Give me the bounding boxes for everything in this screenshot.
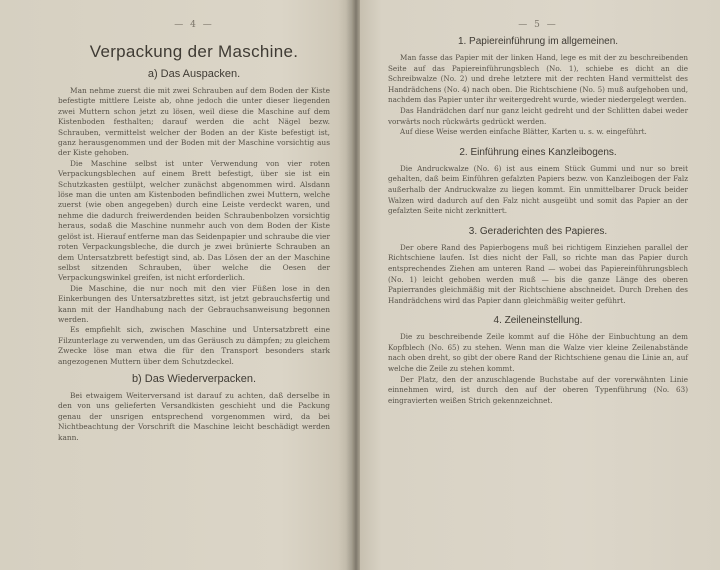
paragraph: Das Handrädchen darf nur ganz leicht gedreht und der Schlitten dabei weder vorwärts noch rückwärts gedrückt werden. — [388, 105, 688, 126]
paragraph: Der obere Rand des Papierbogens muß bei richtigem Einziehen parallel der Richtschiene laufen. Ist dies nicht der Fall, so richte man das Papier durch entsprechendes Ziehen am unteren Rand — wobei das Papiereinführungsblech (No. 1) leicht gehoben werden muß — bis die ganze Länge des oberen Papierrandes gleichmäßig mit der Richtschiene abschneidet. Durch Drehen des Handrädchens wird das Papier dann gleichmäßig weiter geführt. — [388, 242, 688, 305]
paragraph: Bei etwaigem Weiterversand ist darauf zu achten, daß derselbe in den von uns gelieferten Versandkisten geschieht und die Packung genau der unsrigen entsprechend vorgenommen wird, da bei Nichtbeachtung der Vorschrift die Maschine leicht beschädigt werden kann. — [58, 390, 330, 442]
paragraph: Die Maschine, die nur noch mit den vier Füßen lose in den Einkerbungen des Untersatzbrettes sitzt, ist jetzt gebrauchsfertig und kann mit der Handhabung nach der Gebrauchsanweisung begonnen werden. — [58, 283, 330, 324]
paragraph: Es empfiehlt sich, zwischen Maschine und Untersatzbrett eine Filzunterlage zu verwenden, um das Geräusch zu dämpfen; zu gleichem Zwecke löse man etwa die für den Transport besonders stark angezogenen Muttern über dem Schutzdeckel. — [58, 325, 330, 366]
left-page — [0, 0, 352, 570]
paragraph: Die zu beschreibende Zeile kommt auf die Höhe der Einbuchtung an dem Kopfblech (No. 65) zu stehen. Wenn man die Walze vier kleine Zeilenabstände nach oben dreht, so gibt der obere Rand der Richtschiene genau die Linie an, auf welche die Zeile zu stehen kommt. — [388, 332, 688, 374]
book-gutter — [352, 0, 360, 570]
right-page — [360, 0, 720, 570]
section-heading-papiereinfuehrung: 1. Papiereinführung im allgemeinen. — [457, 36, 619, 47]
section-heading-auspacken: a) Das Auspacken. — [147, 68, 241, 80]
paragraph: Der Platz, den der anzuschlagende Buchstabe auf der vorerwähnten Linie einnehmen wird, ist durch den auf der oberen Typenführung (No. 63) eingravierten weißen Strich gekennzeichnet. — [388, 374, 688, 405]
chapter-title: Verpackung der Maschine. — [89, 42, 299, 61]
section-heading-wiederverpacken: b) Das Wiederverpacken. — [131, 372, 257, 385]
page-number-left: — 4 — — [174, 20, 214, 30]
paragraph: Die Maschine selbst ist unter Verwendung von vier roten Verpackungsblechen auf einem Brett befestigt, über sie ist ein Schutzkasten gestülpt, welcher zunächst abgenommen wird. Alsdann löse man die unten am Kistenboden befindlichen zwei Muttern, welche zuerst (wie oben angegeben) durch eine Leiste verdeckt waren, und nehme die dadurch freiwerdenden beiden Schraubenbolzen vorsichtig heraus, sodaß die Maschine nunmehr auch von dem Boden der Kiste gelöst ist. Hierauf entferne man das Seidenpapier und schraube die vier roten Verpackungsbleche, die durch je zwei brünierte Schrauben an dem Untersatzbrett befestigt sind, ab. Das Lösen der an der Maschine selbst sitzenden Schrauben, über welche die Oesen der Verpackungswinkel greifen, ist nicht erforderlich. — [58, 158, 330, 283]
page-number-right: — 5 — — [518, 20, 558, 30]
paragraph: Man fasse das Papier mit der linken Hand, lege es mit der zu beschreibenden Seite auf das Papiereinführungsblech (No. 1), schiebe es dicht an die Schreibwalze (No. 2) und drehe letztere mit der rechten Hand vermittelst des Handrädchens (No. 4) nach oben. Die Richtschiene (No. 5) muß aufgehoben und, nachdem das Papier unter ihr weitergedreht wurde, wieder niedergelegt werden. — [388, 53, 688, 105]
paragraph: Auf diese Weise werden einfache Blätter, Karten u. s. w. eingeführt. — [400, 127, 647, 137]
section-heading-zeileneinstellung: 4. Zeileneinstellung. — [493, 315, 583, 327]
paragraph: Man nehme zuerst die mit zwei Schrauben auf dem Boden der Kiste befestigte mittlere Leiste ab, ohne jedoch die unter dieser liegenden zwei Muttern schon jetzt zu lösen, weil diese die Maschine auf dem Kistenboden festhalten; darauf werden die acht Nägel bezw. Schrauben, vermittelst welcher der Boden an der Kiste befestigt ist, ganz herausgenommen und der Boden mit der Maschine vorsichtig aus der Kiste gehoben. — [58, 86, 330, 158]
page-gutter-shadow — [346, 0, 352, 570]
section-heading-kanzleibogen: 2. Einführung eines Kanzleibogens. — [459, 146, 617, 158]
section-heading-geraderichten: 3. Geraderichten des Papieres. — [468, 225, 608, 237]
paragraph: Die Andruckwalze (No. 6) ist aus einem Stück Gummi und nur so breit gehalten, daß beim Einführen gefalzten Papiers bezw. von Kanzleibogen der Falz außerhalb der Andruckwalze zu liegen kommt. Ein unmittelbarer Druck beider Walzen wird dadurch auf den Falz nicht ausgeübt und somit das Papier an der gefalzten Seite nicht zerknittert. — [388, 163, 688, 216]
